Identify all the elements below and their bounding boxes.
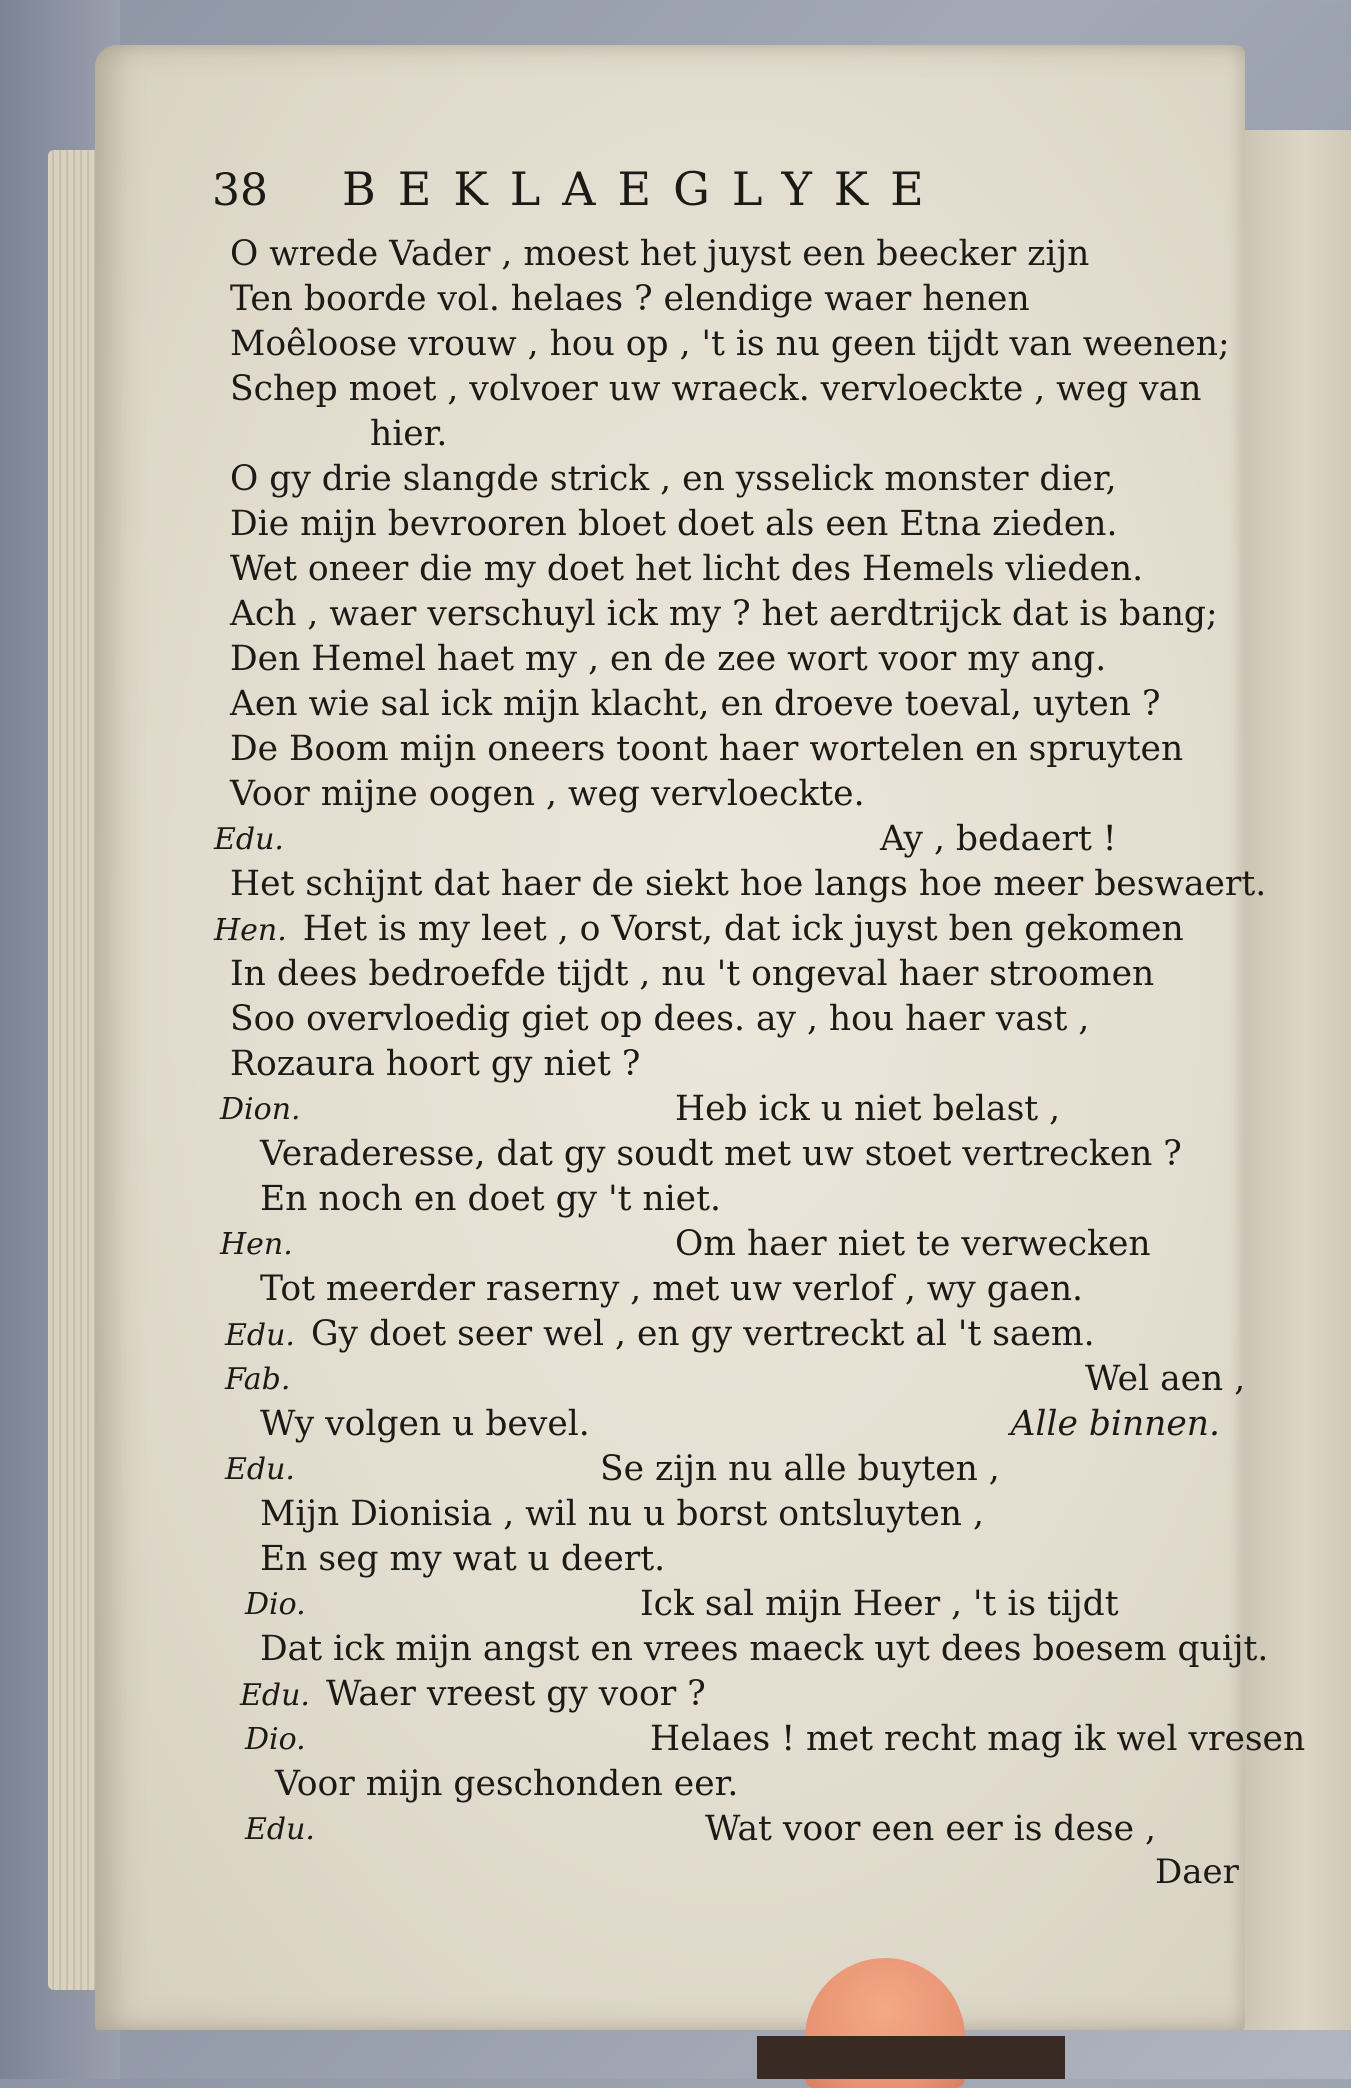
dialogue-line: Edu. Ay , bedaert ! <box>230 817 1220 862</box>
dialogue-line: Edu. Gy doet seer wel , en gy vertreckt al 't saem. <box>225 1314 1095 1354</box>
verse-text <box>214 232 1306 1852</box>
text-line: Wy volgen u bevel. Alle binnen. <box>230 1402 1220 1447</box>
dialogue-line: Dion. Heb ick u niet belast , <box>230 1087 1220 1132</box>
text-line: Voor mijn geschonden eer. <box>275 1764 739 1804</box>
speaker-label: Edu. <box>225 1452 295 1487</box>
text-line: Soo overvloedig giet op dees. ay , hou haer vast , <box>230 999 1090 1039</box>
speaker-label: Dion. <box>220 1092 301 1127</box>
text-line: De Boom mijn oneers toont haer wortelen en spruyten <box>230 729 1184 769</box>
speaker-label: Dio. <box>245 1587 306 1622</box>
text-line: Veraderesse, dat gy soudt met uw stoet vertrecken ? <box>260 1134 1182 1174</box>
text-line: In dees bedroefde tijdt , nu 't ongeval haer stroomen <box>230 954 1155 994</box>
text-line: Het schijnt dat haer de siekt hoe langs hoe meer beswaert. <box>230 864 1267 904</box>
page-number: 38 <box>212 165 268 216</box>
dialogue-line: Edu. Se zijn nu alle buyten , <box>230 1447 1220 1492</box>
speaker-label: Edu. <box>214 822 284 857</box>
dialogue-line: Edu. Wat voor een eer is dese , <box>230 1807 1220 1852</box>
dialogue-line: Dio. Helaes ! met recht mag ik wel vresen <box>230 1717 1220 1762</box>
text-line: Tot meerder raserny , met uw verlof , wy gaen. <box>260 1269 1084 1309</box>
text-line: Dat ick mijn angst en vrees maeck uyt dees boesem quijt. <box>260 1629 1269 1669</box>
text-line: O gy drie slangde strick , en ysselick monster dier, <box>230 459 1117 499</box>
text-line: Rozaura hoort gy niet ? <box>230 1044 641 1084</box>
text-line: Ten boorde vol. helaes ? elendige waer henen <box>230 279 1030 319</box>
text-line: hier. <box>370 414 448 454</box>
dialogue-line: Fab. Wel aen , <box>230 1357 1220 1402</box>
text-line: Ach , waer verschuyl ick my ? het aerdtrijck dat is bang; <box>230 594 1218 634</box>
dialogue-line: Hen. Het is my leet , o Vorst, dat ick juyst ben gekomen <box>214 909 1184 949</box>
speaker-label: Edu. <box>225 1318 295 1353</box>
speaker-label: Dio. <box>245 1722 306 1757</box>
dialogue-line: Dio. Ick sal mijn Heer , 't is tijdt <box>230 1582 1220 1627</box>
text-line: Moêloose vrouw , hou op , 't is nu geen tijdt van weenen; <box>230 324 1230 364</box>
running-head <box>212 162 1112 222</box>
sleeve <box>757 2036 1065 2079</box>
text-line: Voor mijne oogen , weg vervloeckte. <box>230 774 865 814</box>
speaker-label: Edu. <box>245 1812 315 1847</box>
stage-direction: Alle binnen. <box>1010 1404 1220 1444</box>
running-title: BEKLAEGLYKE <box>342 162 946 216</box>
catchword: Daer <box>1155 1852 1239 1892</box>
text-line: Die mijn bevrooren bloet doet als een Etna zieden. <box>230 504 1118 544</box>
text-line: Aen wie sal ick mijn klacht, en droeve toeval, uyten ? <box>230 684 1161 724</box>
text-line: Den Hemel haet my , en de zee wort voor my ang. <box>230 639 1107 679</box>
speaker-label: Fab. <box>225 1362 291 1397</box>
speaker-label: Hen. <box>220 1227 293 1262</box>
dialogue-line: Edu. Waer vreest gy voor ? <box>240 1674 706 1714</box>
text-line: Mijn Dionisia , wil nu u borst ontsluyten , <box>260 1494 984 1534</box>
speaker-label: Edu. <box>240 1678 310 1713</box>
text-line: En noch en doet gy 't niet. <box>260 1179 721 1219</box>
speaker-label: Hen. <box>214 913 287 948</box>
text-line: O wrede Vader , moest het juyst een beecker zijn <box>230 234 1090 274</box>
text-line: En seg my wat u deert. <box>260 1539 666 1579</box>
text-line: Wet oneer die my doet het licht des Hemels vlieden. <box>230 549 1144 589</box>
dialogue-line: Hen. Om haer niet te verwecken <box>230 1222 1220 1267</box>
text-line: Schep moet , volvoer uw wraeck. vervloeckte , weg van <box>230 369 1202 409</box>
